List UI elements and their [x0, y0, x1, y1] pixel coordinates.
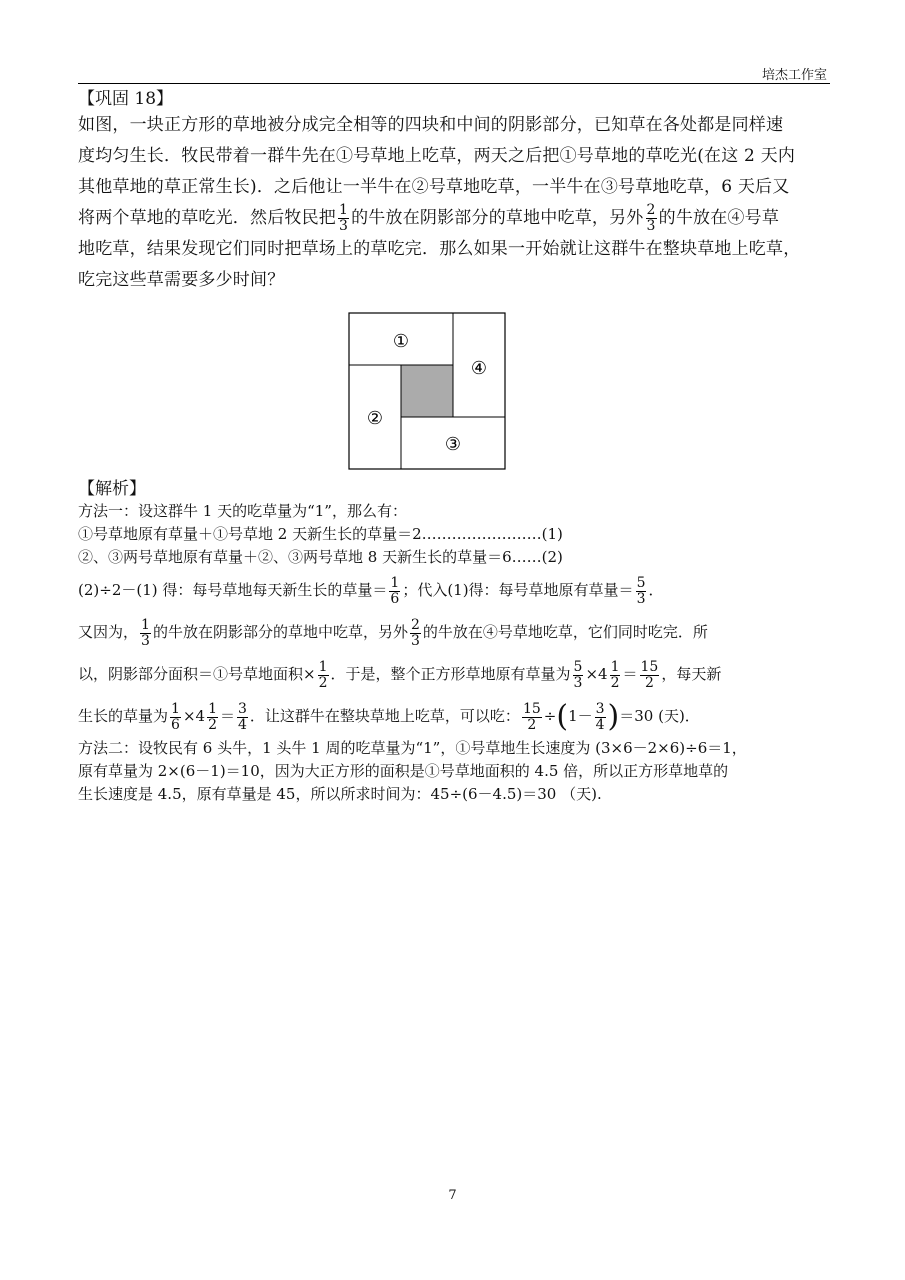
- fraction-two-thirds: [646, 203, 657, 234]
- fraction-denominator: 3: [339, 218, 349, 234]
- fraction-one-sixth: [170, 702, 181, 733]
- solution-text-part: ，每天新: [661, 665, 722, 683]
- fraction-numerator: 15: [522, 700, 541, 717]
- fraction-numerator: 1: [318, 658, 328, 675]
- fraction-denominator: 2: [208, 716, 217, 733]
- solution-text-part: ＝: [622, 665, 638, 683]
- solution-line: [78, 695, 830, 737]
- solution-text-part: ×4: [585, 665, 608, 683]
- problem-line: [78, 203, 830, 234]
- solution-text-part: 以，阴影部分面积＝①号草地面积×: [78, 665, 316, 683]
- page-number: 7: [448, 1188, 457, 1203]
- grass-field-figure: [348, 312, 506, 470]
- fraction-numerator: 1: [610, 658, 620, 675]
- solution-equation-1: ①号草地原有草量＋①号草地 2 天新生长的草量＝2……………………(1): [78, 525, 563, 543]
- solution-line: 方法一：设这群牛 1 天的吃草量为“1”，那么有：: [78, 502, 407, 520]
- field-label-1: ①: [392, 331, 410, 352]
- fraction-denominator: 2: [527, 716, 537, 733]
- problem-line: 吃完这些草需要多少时间？: [78, 270, 285, 290]
- problem-line: 度均匀生长．牧民带着一群牛先在①号草地上吃草，两天之后把①号草地的草吃光(在这 2 天内: [78, 146, 796, 166]
- fraction-denominator: 2: [644, 674, 654, 691]
- problem-text-part: 的牛放在④号草: [658, 208, 780, 228]
- fraction-numerator: 1: [208, 700, 217, 717]
- solution-text-part: 的牛放在阴影部分的草地中吃草，另外: [152, 623, 408, 641]
- fraction-numerator: 1: [171, 700, 180, 717]
- solution-method-2-line: 生长速度是 4.5，原有草量是 45，所以所求时间为：45÷(6－4.5)＝30 （天).: [78, 785, 602, 803]
- solution-text: [78, 500, 830, 806]
- solution-text-part: 又因为，: [78, 623, 139, 641]
- fraction-numerator: 2: [646, 202, 656, 218]
- fraction-denominator: 2: [318, 674, 328, 691]
- problem-text: [78, 110, 830, 296]
- solution-text-part: ×4: [182, 707, 206, 725]
- problem-tag: 【巩固 18】: [78, 89, 174, 109]
- solution-text-part: 的牛放在④号草地吃草，它们同时吃完．所: [422, 623, 708, 641]
- fraction-three-quarters: [595, 702, 606, 733]
- solution-method-2-line: 原有草量为 2×(6－1)＝10，因为大正方形的面积是①号草地面积的 4.5 倍，所以正方形草地草的: [78, 762, 729, 780]
- fraction-denominator: 3: [636, 590, 646, 607]
- field-label-2: ②: [366, 408, 384, 429]
- fraction-denominator: 4: [238, 716, 247, 733]
- problem-line: 其他草地的草正常生长)．之后他让一半牛在②号草地吃草，一半牛在③号草地吃草，6 天后又: [78, 177, 790, 197]
- fraction-denominator: 3: [646, 218, 656, 234]
- fraction-one-third: [338, 203, 349, 234]
- header-rule: [78, 83, 830, 84]
- solution-tag: 【解析】: [78, 479, 146, 499]
- field-label-3: ③: [444, 434, 462, 455]
- fraction-one-sixth: [389, 576, 400, 607]
- problem-line: 地吃草，结果发现它们同时把草场上的草吃完．那么如果一开始就让这群牛在整块草地上吃草，: [78, 239, 801, 259]
- problem-line: 如图，一块正方形的草地被分成完全相等的四块和中间的阴影部分，已知草在各处都是同样速: [78, 115, 784, 135]
- solution-text-part: ＝: [219, 707, 235, 725]
- fraction-five-thirds: [573, 660, 584, 691]
- fraction-numerator: 1: [390, 574, 400, 591]
- problem-text-part: 将两个草地的草吃光．然后牧民把: [78, 208, 336, 228]
- fraction-two-thirds: [410, 618, 421, 649]
- fraction-numerator: 3: [595, 700, 605, 717]
- left-paren: (: [556, 699, 569, 734]
- fraction-denominator: 3: [573, 674, 583, 691]
- solution-text-part: ．于是，整个正方形草地原有草量为: [330, 665, 571, 683]
- fraction-five-thirds: [636, 576, 647, 607]
- solution-text-part: ＝30 (天)．: [619, 707, 700, 725]
- fraction-fifteen-halves: [640, 660, 660, 691]
- page-content: [78, 88, 830, 806]
- fraction-one-half: [318, 660, 329, 691]
- fraction-denominator: 6: [171, 716, 180, 733]
- fraction-numerator: 15: [640, 658, 659, 675]
- fraction-numerator: 3: [238, 700, 247, 717]
- fraction-numerator: 2: [410, 616, 420, 633]
- solution-text-part: ．: [648, 581, 664, 599]
- fraction-numerator: 5: [573, 658, 583, 675]
- fraction-denominator: 2: [610, 674, 620, 691]
- solution-text-part: ；代入(1)得：每号草地原有草量＝: [402, 581, 634, 599]
- solution-text-part: 生长的草量为: [78, 707, 169, 725]
- fraction-one-third: [140, 618, 151, 649]
- fraction-denominator: 3: [410, 632, 420, 649]
- fraction-three-quarters: [237, 702, 248, 733]
- fraction-denominator: 4: [595, 716, 605, 733]
- field-label-4: ④: [470, 358, 488, 379]
- fraction-denominator: 6: [390, 590, 400, 607]
- solution-text-part: (2)÷2－(1) 得：每号草地每天新生长的草量＝: [78, 581, 388, 599]
- fraction-numerator: 5: [636, 574, 646, 591]
- right-paren: ): [607, 699, 620, 734]
- fraction-one-half: [207, 702, 218, 733]
- problem-text-part: 的牛放在阴影部分的草地中吃草，另外: [351, 208, 644, 228]
- solution-text-part: ．让这群牛在整块草地上吃草，可以吃：: [249, 707, 520, 725]
- fraction-numerator: 1: [339, 202, 349, 218]
- solution-method-2-line: 方法二：设牧民有 6 头牛，1 头牛 1 周的吃草量为“1”，①号草地生长速度为 (3×6－2×6)÷6＝1，: [78, 739, 747, 757]
- header-studio: 培杰工作室: [761, 68, 827, 83]
- solution-line: [78, 653, 830, 695]
- fraction-denominator: 3: [141, 632, 150, 649]
- solution-equation-2: ②、③两号草地原有草量＋②、③两号草地 8 天新生长的草量＝6……(2): [78, 548, 563, 566]
- solution-text-part: ÷: [543, 707, 557, 725]
- field-shaded-region: [401, 365, 453, 417]
- solution-line: [78, 611, 830, 653]
- solution-text-part: 1－: [568, 707, 593, 725]
- fraction-fifteen-halves: [522, 702, 542, 733]
- fraction-numerator: 1: [141, 616, 150, 633]
- fraction-one-half: [610, 660, 621, 691]
- solution-line: [78, 569, 830, 611]
